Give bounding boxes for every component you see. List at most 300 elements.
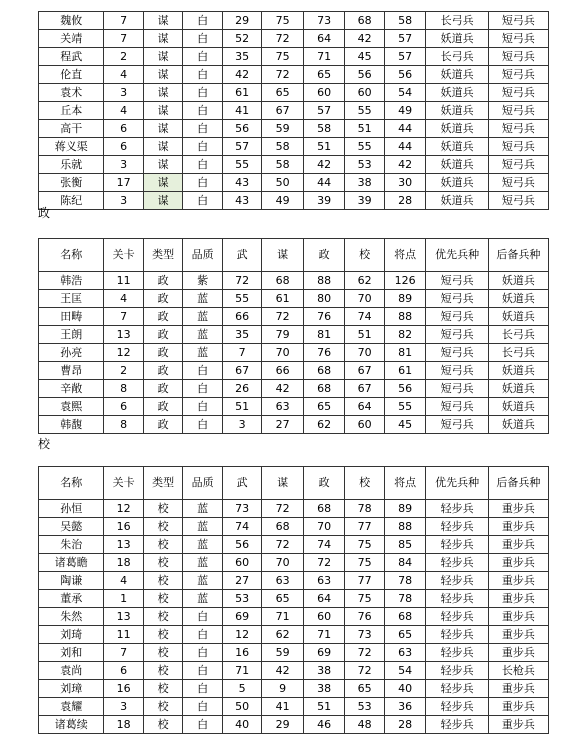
table-cell: 校 [143, 536, 182, 554]
table-row [39, 416, 549, 434]
table-cell: 73 [222, 500, 261, 518]
table-cell: 妖道兵 [426, 66, 488, 84]
table-cell: 57 [384, 48, 426, 66]
table-cell: 妖道兵 [488, 362, 548, 380]
table-cell: 61 [262, 290, 304, 308]
table-cell: 58 [303, 120, 345, 138]
table-cell: 谋 [143, 12, 182, 30]
table-cell: 72 [262, 536, 304, 554]
table-cell: 12 [104, 344, 143, 362]
table-cell: 72 [303, 554, 345, 572]
header-cell: 品质 [183, 467, 222, 500]
table-row [39, 66, 549, 84]
table-row [39, 84, 549, 102]
table-cell: 62 [262, 626, 304, 644]
table-cell: 42 [262, 380, 304, 398]
table-cell: 70 [345, 290, 384, 308]
table-row [39, 326, 549, 344]
table-cell: 重步兵 [488, 572, 548, 590]
header-cell: 名称 [39, 239, 104, 272]
table-cell: 校 [143, 554, 182, 572]
table-cell: 白 [183, 380, 222, 398]
table-cell: 51 [345, 326, 384, 344]
table-cell: 政 [143, 398, 182, 416]
header-cell: 优先兵种 [426, 467, 488, 500]
table-cell: 重步兵 [488, 518, 548, 536]
school-officers-table [38, 466, 549, 734]
table-cell: 刘和 [39, 644, 104, 662]
table-cell: 66 [222, 308, 261, 326]
table-cell: 9 [262, 680, 304, 698]
table-cell: 7 [104, 12, 143, 30]
table-cell: 长弓兵 [426, 12, 488, 30]
table-cell: 蓝 [183, 290, 222, 308]
table-cell: 韩浩 [39, 272, 104, 290]
table-cell: 陈纪 [39, 192, 104, 210]
table-cell: 短弓兵 [488, 48, 548, 66]
table-cell: 39 [303, 192, 345, 210]
table-cell: 6 [104, 662, 143, 680]
table-cell: 67 [262, 102, 304, 120]
table-cell: 短弓兵 [426, 344, 488, 362]
table-cell: 白 [183, 416, 222, 434]
table-cell: 白 [183, 66, 222, 84]
table-cell: 68 [262, 518, 304, 536]
table-cell: 70 [262, 554, 304, 572]
table-row [39, 120, 549, 138]
table-cell: 13 [104, 608, 143, 626]
table-cell: 校 [143, 518, 182, 536]
table-cell: 42 [384, 156, 426, 174]
table-cell: 60 [345, 84, 384, 102]
table-row [39, 156, 549, 174]
table-row [39, 716, 549, 734]
table-cell: 51 [222, 398, 261, 416]
table-cell: 王匡 [39, 290, 104, 308]
table-cell: 59 [262, 120, 304, 138]
table-cell: 88 [384, 308, 426, 326]
table-cell: 妖道兵 [488, 398, 548, 416]
table-row [39, 362, 549, 380]
table-cell: 63 [303, 572, 345, 590]
table-cell: 63 [262, 572, 304, 590]
table-cell: 54 [384, 84, 426, 102]
table-cell: 蒋义渠 [39, 138, 104, 156]
table-cell: 55 [222, 290, 261, 308]
table-cell: 76 [303, 344, 345, 362]
table-cell: 轻步兵 [426, 608, 488, 626]
table-row [39, 554, 549, 572]
table-cell: 2 [104, 362, 143, 380]
table-row [39, 174, 549, 192]
header-row [39, 467, 549, 500]
table-cell: 79 [262, 326, 304, 344]
table-cell: 88 [384, 518, 426, 536]
table-cell: 65 [303, 66, 345, 84]
header-cell: 关卡 [104, 239, 143, 272]
table-cell: 77 [345, 518, 384, 536]
table-cell: 42 [222, 66, 261, 84]
table-cell: 短弓兵 [488, 30, 548, 48]
table-cell: 政 [143, 272, 182, 290]
table-cell: 白 [183, 102, 222, 120]
school-section-label: 校 [38, 437, 51, 451]
table-cell: 51 [303, 138, 345, 156]
table-cell: 61 [384, 362, 426, 380]
table-cell: 3 [104, 84, 143, 102]
table-cell: 46 [303, 716, 345, 734]
table-cell: 44 [303, 174, 345, 192]
table-cell: 71 [262, 608, 304, 626]
table-cell: 7 [104, 30, 143, 48]
table-cell: 重步兵 [488, 500, 548, 518]
table-cell: 60 [222, 554, 261, 572]
table-cell: 短弓兵 [488, 174, 548, 192]
header-cell: 优先兵种 [426, 239, 488, 272]
table-cell: 57 [384, 30, 426, 48]
table-cell: 妖道兵 [426, 138, 488, 156]
header-cell: 将点 [384, 239, 426, 272]
table-cell: 73 [345, 626, 384, 644]
table-cell: 短弓兵 [488, 12, 548, 30]
table-cell: 轻步兵 [426, 662, 488, 680]
header-cell: 谋 [262, 239, 304, 272]
table-cell: 36 [384, 698, 426, 716]
table-cell: 轻步兵 [426, 680, 488, 698]
table-cell: 重步兵 [488, 554, 548, 572]
table-cell: 魏攸 [39, 12, 104, 30]
table-cell: 65 [262, 590, 304, 608]
table-cell: 71 [303, 626, 345, 644]
table-cell: 短弓兵 [426, 380, 488, 398]
table-row [39, 644, 549, 662]
table-cell: 长枪兵 [488, 662, 548, 680]
table-cell: 63 [262, 398, 304, 416]
table-cell: 短弓兵 [426, 362, 488, 380]
table-cell: 49 [262, 192, 304, 210]
table-cell: 6 [104, 120, 143, 138]
table-cell: 关靖 [39, 30, 104, 48]
table-cell: 68 [384, 608, 426, 626]
table-cell: 妖道兵 [488, 416, 548, 434]
table-cell: 72 [262, 66, 304, 84]
table-cell: 89 [384, 290, 426, 308]
table-cell: 63 [384, 644, 426, 662]
header-cell: 后备兵种 [488, 467, 548, 500]
table-cell: 白 [183, 362, 222, 380]
table-cell: 2 [104, 48, 143, 66]
table-cell: 长弓兵 [488, 344, 548, 362]
politics-officers-table [38, 238, 549, 434]
table-cell: 67 [345, 362, 384, 380]
table-cell: 74 [222, 518, 261, 536]
table-cell: 57 [303, 102, 345, 120]
table-cell: 重步兵 [488, 698, 548, 716]
table-cell: 8 [104, 416, 143, 434]
table-cell: 68 [262, 272, 304, 290]
table-cell: 30 [384, 174, 426, 192]
table-cell: 68 [303, 380, 345, 398]
table-cell: 43 [222, 192, 261, 210]
table-cell: 56 [384, 66, 426, 84]
table-row [39, 380, 549, 398]
table-cell: 65 [345, 680, 384, 698]
table-cell: 校 [143, 662, 182, 680]
table-cell: 73 [303, 12, 345, 30]
table-cell: 重步兵 [488, 608, 548, 626]
table-cell: 18 [104, 716, 143, 734]
table-cell: 重步兵 [488, 626, 548, 644]
table-cell: 白 [183, 84, 222, 102]
table-cell: 78 [384, 590, 426, 608]
table-cell: 校 [143, 608, 182, 626]
table-cell: 40 [384, 680, 426, 698]
table-cell: 妖道兵 [488, 290, 548, 308]
table-cell: 4 [104, 102, 143, 120]
table-cell: 26 [222, 380, 261, 398]
table-cell: 白 [183, 662, 222, 680]
table-cell: 6 [104, 138, 143, 156]
table-cell: 朱治 [39, 536, 104, 554]
table-cell: 67 [222, 362, 261, 380]
table-cell: 蓝 [183, 518, 222, 536]
table-cell: 55 [222, 156, 261, 174]
header-row [39, 239, 549, 272]
table-cell: 高干 [39, 120, 104, 138]
table-cell: 78 [384, 572, 426, 590]
table-row [39, 590, 549, 608]
table-cell: 5 [222, 680, 261, 698]
table-cell: 72 [222, 272, 261, 290]
header-cell: 后备兵种 [488, 239, 548, 272]
table-cell: 72 [262, 500, 304, 518]
table-cell: 45 [345, 48, 384, 66]
header-cell: 武 [222, 239, 261, 272]
table-cell: 校 [143, 500, 182, 518]
table-row [39, 272, 549, 290]
table-row [39, 680, 549, 698]
table-cell: 重步兵 [488, 590, 548, 608]
table-cell: 孙恒 [39, 500, 104, 518]
table-cell: 谋 [143, 30, 182, 48]
table-cell: 56 [345, 66, 384, 84]
table-cell: 妖道兵 [426, 192, 488, 210]
table-cell: 长弓兵 [488, 326, 548, 344]
table-cell: 白 [183, 174, 222, 192]
table-cell: 11 [104, 272, 143, 290]
table-cell: 短弓兵 [426, 326, 488, 344]
table-cell: 谋 [143, 84, 182, 102]
table-cell: 49 [384, 102, 426, 120]
table-cell: 重步兵 [488, 716, 548, 734]
table-cell: 妖道兵 [426, 84, 488, 102]
table-cell: 丘本 [39, 102, 104, 120]
table-row [39, 626, 549, 644]
header-cell: 类型 [143, 467, 182, 500]
table-cell: 67 [345, 380, 384, 398]
table-cell: 72 [345, 662, 384, 680]
table-cell: 白 [183, 680, 222, 698]
table-cell: 60 [345, 416, 384, 434]
table-cell: 16 [104, 680, 143, 698]
table-cell: 29 [222, 12, 261, 30]
table-cell: 82 [384, 326, 426, 344]
table-cell: 白 [183, 608, 222, 626]
table-cell: 56 [222, 536, 261, 554]
table-cell: 辛敞 [39, 380, 104, 398]
table-cell: 轻步兵 [426, 644, 488, 662]
table-cell: 68 [303, 362, 345, 380]
table-cell: 55 [384, 398, 426, 416]
table-cell: 白 [183, 626, 222, 644]
table-cell: 轻步兵 [426, 716, 488, 734]
table-cell: 39 [345, 192, 384, 210]
table-cell: 轻步兵 [426, 698, 488, 716]
table-cell: 妖道兵 [426, 156, 488, 174]
table-cell: 7 [104, 308, 143, 326]
table-cell: 短弓兵 [488, 102, 548, 120]
table-cell: 诸葛瞻 [39, 554, 104, 572]
table-cell: 76 [303, 308, 345, 326]
table-row [39, 608, 549, 626]
header-cell: 类型 [143, 239, 182, 272]
table-cell: 短弓兵 [488, 138, 548, 156]
table-cell: 6 [104, 398, 143, 416]
table-cell: 68 [345, 12, 384, 30]
table-cell: 短弓兵 [426, 398, 488, 416]
table-cell: 谋 [143, 48, 182, 66]
table-cell: 校 [143, 716, 182, 734]
table-cell: 蓝 [183, 344, 222, 362]
table-cell: 72 [262, 30, 304, 48]
table-cell: 白 [183, 716, 222, 734]
table-cell: 38 [345, 174, 384, 192]
table-row [39, 572, 549, 590]
table-cell: 妖道兵 [426, 102, 488, 120]
table-cell: 蓝 [183, 554, 222, 572]
table-cell: 袁耀 [39, 698, 104, 716]
table-cell: 54 [384, 662, 426, 680]
table-cell: 12 [104, 500, 143, 518]
table-row [39, 500, 549, 518]
table-cell: 52 [222, 30, 261, 48]
table-cell: 64 [303, 590, 345, 608]
table-cell: 白 [183, 138, 222, 156]
table-cell: 董承 [39, 590, 104, 608]
table-cell: 18 [104, 554, 143, 572]
table-cell: 短弓兵 [426, 272, 488, 290]
table-cell: 政 [143, 344, 182, 362]
table-cell: 42 [345, 30, 384, 48]
table-row [39, 290, 549, 308]
table-cell: 袁尚 [39, 662, 104, 680]
table-cell: 55 [345, 102, 384, 120]
table-cell: 谋 [143, 138, 182, 156]
table-cell: 29 [262, 716, 304, 734]
table-cell: 吴懿 [39, 518, 104, 536]
table-cell: 35 [222, 326, 261, 344]
table-cell: 校 [143, 644, 182, 662]
table-cell: 4 [104, 290, 143, 308]
table-cell: 81 [303, 326, 345, 344]
table-row [39, 518, 549, 536]
table-cell: 48 [345, 716, 384, 734]
table-cell: 校 [143, 590, 182, 608]
table-cell: 57 [222, 138, 261, 156]
table-cell: 蓝 [183, 500, 222, 518]
table-cell: 蓝 [183, 308, 222, 326]
header-cell: 品质 [183, 239, 222, 272]
table-cell: 谋 [143, 192, 182, 210]
table-row [39, 344, 549, 362]
table-cell: 4 [104, 572, 143, 590]
table-row [39, 48, 549, 66]
table-cell: 70 [303, 518, 345, 536]
table-cell: 75 [345, 536, 384, 554]
table-cell: 62 [345, 272, 384, 290]
table-cell: 53 [222, 590, 261, 608]
table-cell: 72 [262, 308, 304, 326]
table-cell: 64 [345, 398, 384, 416]
table-cell: 56 [384, 380, 426, 398]
table-cell: 蓝 [183, 536, 222, 554]
table-cell: 51 [345, 120, 384, 138]
table-cell: 62 [303, 416, 345, 434]
table-cell: 13 [104, 326, 143, 344]
table-cell: 妖道兵 [488, 272, 548, 290]
table-cell: 刘琦 [39, 626, 104, 644]
table-cell: 轻步兵 [426, 500, 488, 518]
table-cell: 政 [143, 308, 182, 326]
table-row [39, 398, 549, 416]
table-cell: 69 [303, 644, 345, 662]
table-cell: 政 [143, 380, 182, 398]
table-cell: 55 [345, 138, 384, 156]
table-cell: 长弓兵 [426, 48, 488, 66]
table-cell: 短弓兵 [488, 84, 548, 102]
table-cell: 16 [222, 644, 261, 662]
table-cell: 政 [143, 362, 182, 380]
table-cell: 75 [345, 590, 384, 608]
header-cell: 武 [222, 467, 261, 500]
table-row [39, 30, 549, 48]
table-cell: 妖道兵 [426, 120, 488, 138]
table-cell: 轻步兵 [426, 590, 488, 608]
table-cell: 谋 [143, 174, 182, 192]
table-cell: 张衡 [39, 174, 104, 192]
table-cell: 58 [262, 138, 304, 156]
table-cell: 轻步兵 [426, 554, 488, 572]
table-cell: 白 [183, 698, 222, 716]
table-cell: 66 [262, 362, 304, 380]
table-cell: 68 [303, 500, 345, 518]
table-cell: 校 [143, 572, 182, 590]
table-cell: 程武 [39, 48, 104, 66]
table-cell: 政 [143, 326, 182, 344]
table-cell: 韩馥 [39, 416, 104, 434]
table-cell: 50 [262, 174, 304, 192]
strategy-officers-table [38, 11, 549, 210]
table-cell: 白 [183, 644, 222, 662]
table-cell: 35 [222, 48, 261, 66]
table-cell: 41 [262, 698, 304, 716]
table-cell: 短弓兵 [426, 416, 488, 434]
table-cell: 袁术 [39, 84, 104, 102]
table-cell: 蓝 [183, 572, 222, 590]
table-row [39, 192, 549, 210]
table-cell: 蓝 [183, 326, 222, 344]
table-cell: 71 [303, 48, 345, 66]
